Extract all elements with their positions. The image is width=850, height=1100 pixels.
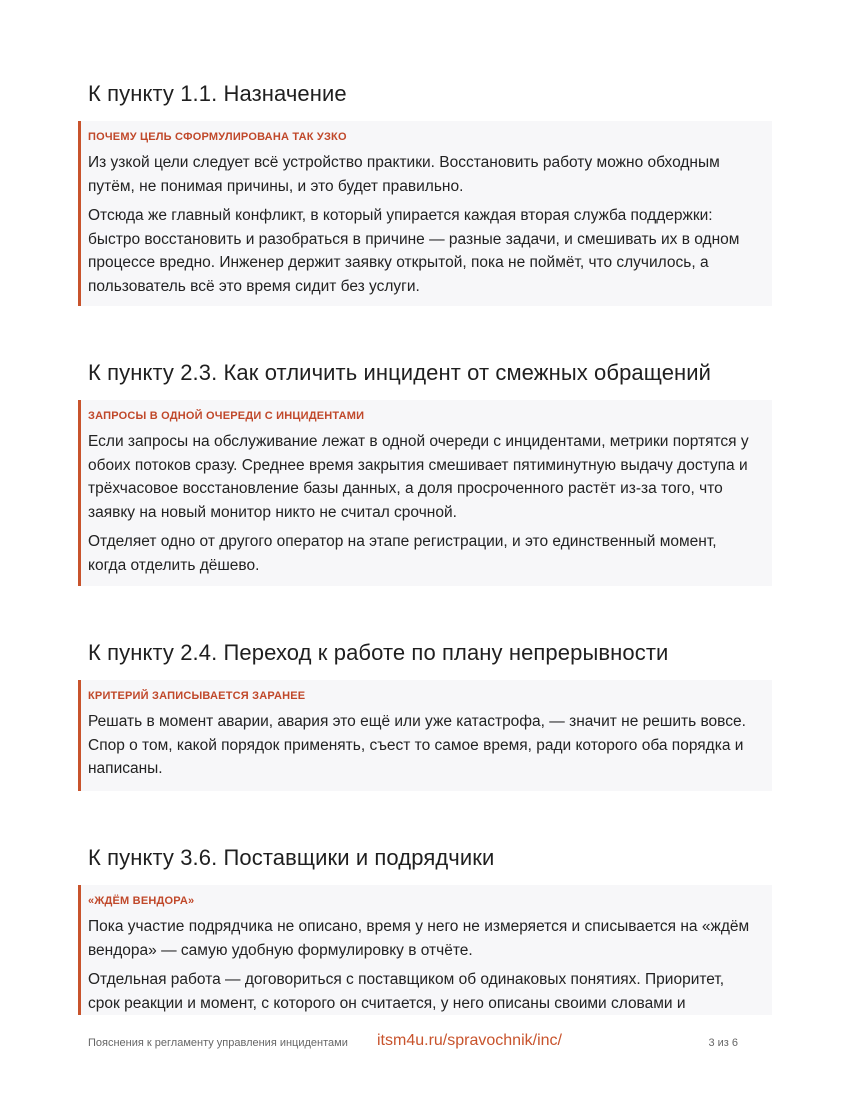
footer-document-title: Пояснения к регламенту управления инцидентами [88, 1037, 348, 1049]
callout-paragraph: Решать в момент аварии, авария это ещё или уже катастрофа, — значит не решить вовсе. Спор о том, какой порядок применять, съест то самое время, ради которого оба порядка и написаны. [88, 713, 746, 777]
callout-paragraph: Отсюда же главный конфликт, в который упирается каждая вторая служба поддержки: быстро восстановить и разобраться в причине — разные задачи, и смешивать их в одном процессе вредно. Инженер держит заявку открытой, пока не поймёт, что случилось, а пользователь всё это время сидит без услуги. [88, 207, 740, 295]
section-title: К пункту 1.1. Назначение [88, 81, 347, 106]
page-number: 3 из 6 [708, 1037, 738, 1049]
callout-box [78, 121, 772, 306]
section-title: К пункту 3.6. Поставщики и подрядчики [88, 845, 495, 870]
footer-url-link[interactable]: itsm4u.ru/spravochnik/inc/ [377, 1032, 562, 1049]
section-title: К пункту 2.4. Переход к работе по плану непрерывности [88, 640, 669, 665]
callout-label: ПОЧЕМУ ЦЕЛЬ СФОРМУЛИРОВАНА ТАК УЗКО [88, 131, 347, 143]
callout-box [78, 885, 772, 1015]
callout-box [78, 400, 772, 586]
callout-paragraph: Если запросы на обслуживание лежат в одной очереди с инцидентами, метрики портятся у обоих потоков сразу. Среднее время закрытия смешивает пятиминутную выдачу доступа и трёхчасовое восстановление базы данных, а доля просроченного растёт из-за того, что заявку на новый монитор никто не считал срочной. [88, 433, 749, 521]
page-footer [88, 1030, 738, 1054]
callout-paragraph: Отделяет одно от другого оператор на этапе регистрации, и это единственный момент, когда отделить дёшево. [88, 533, 717, 574]
callout-paragraph: Из узкой цели следует всё устройство практики. Восстановить работу можно обходным путём, не понимая причины, и это будет правильно. [88, 154, 720, 195]
callout-label: «ЖДЁМ ВЕНДОРА» [88, 895, 195, 907]
callout-paragraph: Пока участие подрядчика не описано, время у него не измеряется и списывается на «ждём вендора» — самую удобную формулировку в отчёте. [88, 918, 750, 959]
callout-paragraph: Отдельная работа — договориться с поставщиком об одинаковых понятиях. Приоритет, срок реакции и момент, с которого он считается, у него описаны своими словами и [88, 971, 725, 1012]
page-content [78, 0, 772, 1015]
callout-box [78, 680, 772, 791]
callout-label: КРИТЕРИЙ ЗАПИСЫВАЕТСЯ ЗАРАНЕЕ [88, 690, 306, 702]
section-title: К пункту 2.3. Как отличить инцидент от смежных обращений [88, 360, 712, 385]
callout-label: ЗАПРОСЫ В ОДНОЙ ОЧЕРЕДИ С ИНЦИДЕНТАМИ [88, 410, 365, 422]
